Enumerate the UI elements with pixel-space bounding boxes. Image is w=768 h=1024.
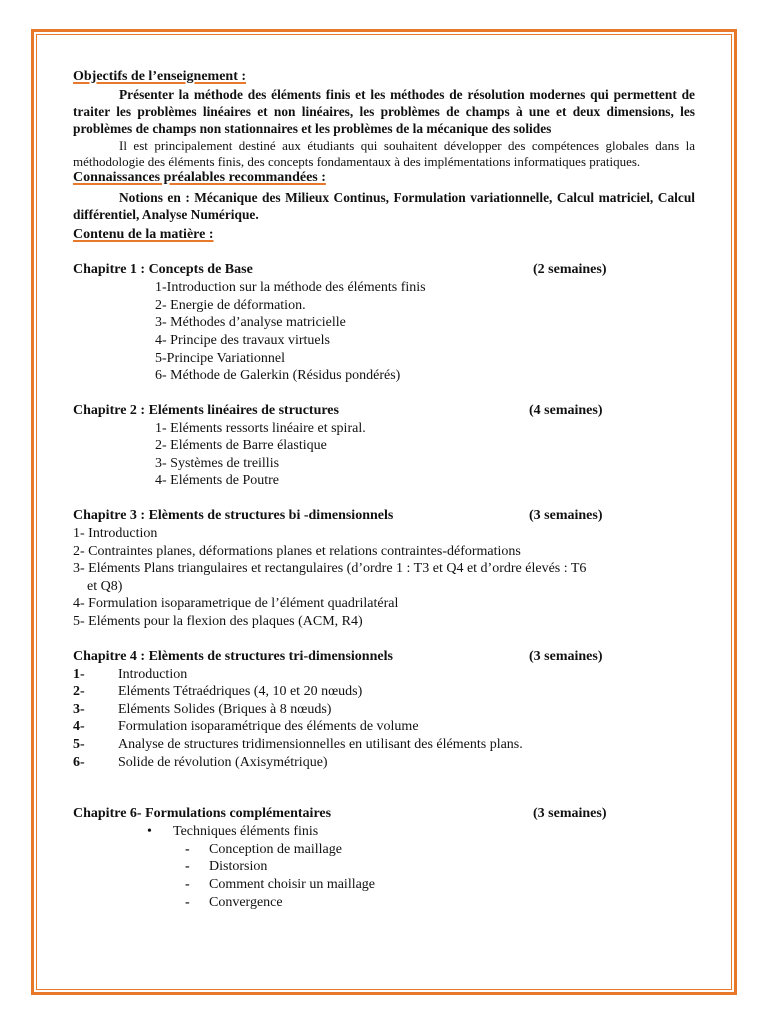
objectifs-heading: Objectifs de l’enseignement : xyxy=(73,69,247,84)
chapter-3-item: 4- Formulation isoparametrique de l’élément quadrilatéral xyxy=(73,596,399,612)
document-content xyxy=(73,68,695,911)
chapter-4-item-text: Formulation isoparamétrique des éléments de volume xyxy=(118,719,419,735)
chapter-4-title: Chapitre 4 : Elèments de structures tri-dimensionnels xyxy=(73,648,393,664)
chapter-1-title: Chapitre 1 : Concepts de Base xyxy=(73,262,253,278)
chapter-6-bullet-text: Techniques éléments finis xyxy=(173,824,319,840)
chapter-4-item xyxy=(73,666,695,684)
chapter-4 xyxy=(73,648,695,772)
chapter-2-title-row xyxy=(73,402,695,420)
chapter-2-item: 4- Eléments de Poutre xyxy=(155,473,280,489)
chapter-6-title: Chapitre 6- Formulations complémentaires xyxy=(73,806,332,822)
chapter-4-title-row xyxy=(73,648,695,666)
chapter-4-item xyxy=(73,701,695,719)
chapter-2-item: 2- Eléments de Barre élastique xyxy=(155,438,327,454)
chapter-3-title-row xyxy=(73,507,695,525)
chapter-4-item-number: 1- xyxy=(73,666,85,682)
chapter-3 xyxy=(73,507,695,631)
chapter-4-item-text: Solide de révolution (Axisymétrique) xyxy=(118,754,328,770)
chapter-2 xyxy=(73,402,695,490)
chapter-1-item: 4- Principe des travaux virtuels xyxy=(155,332,330,348)
chapter-4-item-number: 6- xyxy=(73,754,85,770)
chapter-6-subitem xyxy=(73,858,695,876)
chapter-4-item xyxy=(73,754,695,772)
chapter-1-duration: (2 semaines) xyxy=(533,262,607,278)
chapter-3-item: 2- Contraintes planes, déformations planes et relations contraintes-déformations xyxy=(73,543,521,559)
bullet-icon: • xyxy=(147,824,152,840)
chapter-1-item: 3- Méthodes d’analyse matricielle xyxy=(155,315,346,331)
objectifs-paragraph-2: Il est principalement destiné aux étudiants qui souhaitent développer des compétences globales dans la méthodologie des éléments finis, des concepts fondamentaux à des implémentations informatiques pratiques. xyxy=(73,137,695,169)
chapter-1-item: 1-Introduction sur la méthode des éléments finis xyxy=(155,280,426,296)
chapter-2-item: 3- Systèmes de treillis xyxy=(155,455,280,471)
chapter-3-item: 1- Introduction xyxy=(73,526,158,542)
chapter-2-item: 1- Eléments ressorts linéaire et spiral. xyxy=(155,420,366,436)
chapter-4-duration: (3 semaines) xyxy=(529,648,603,664)
chapter-6-subitem xyxy=(73,894,695,912)
chapter-3-duration: (3 semaines) xyxy=(529,508,603,524)
chapter-4-item-number: 4- xyxy=(73,719,85,735)
chapter-4-item-text: Introduction xyxy=(118,666,188,682)
contenu-heading: Contenu de la matière : xyxy=(73,226,214,242)
chapter-1 xyxy=(73,261,695,385)
chapter-3-title: Chapitre 3 : Elèments de structures bi -dimensionnels xyxy=(73,508,394,524)
chapter-4-item-number: 5- xyxy=(73,737,85,752)
chapter-4-item-text: Eléments Solides (Briques à 8 nœuds) xyxy=(118,701,332,717)
objectifs-paragraph-1: Présenter la méthode des éléments finis et les méthodes de résolution modernes qui permettent de traiter les problèmes linéaires et non linéaires, les problèmes de champs à une et deux dimensions, les problèmes de champs non stationnaires et les problèmes de la mécanique des solides xyxy=(73,86,695,137)
chapter-4-item-text: Analyse de structures tridimensionnelles en utilisant des éléments plans. xyxy=(118,737,523,752)
chapter-6 xyxy=(73,805,695,911)
chapter-6-subitem-text: Comment choisir un maillage xyxy=(209,876,376,892)
chapter-4-item xyxy=(73,683,695,701)
chapter-3-item: 3- Eléments Plans triangulaires et rectangulaires (d’ordre 1 : T3 et Q4 et d’ordre élevés : T6 xyxy=(73,561,587,577)
chapter-3-item: 5- Eléments pour la flexion des plaques (ACM, R4) xyxy=(73,614,363,630)
chapter-6-bullet-item xyxy=(73,823,695,841)
dash-icon: - xyxy=(185,894,190,910)
chapter-3-item-continuation: et Q8) xyxy=(87,578,123,594)
chapter-1-item: 6- Méthode de Galerkin (Résidus pondérés) xyxy=(155,368,401,384)
chapter-2-title: Chapitre 2 : Eléments linéaires de structures xyxy=(73,402,339,418)
chapter-6-subitem xyxy=(73,841,695,859)
chapter-1-item: 5-Principe Variationnel xyxy=(155,350,285,366)
chapter-4-item xyxy=(73,718,695,736)
chapter-4-item xyxy=(73,736,695,754)
chapter-4-item-number: 2- xyxy=(73,684,85,700)
chapter-4-item-number: 3- xyxy=(73,701,85,717)
dash-icon: - xyxy=(185,841,190,857)
chapter-6-subitem-text: Conception de maillage xyxy=(209,841,342,857)
chapter-6-subitem-text: Convergence xyxy=(209,894,283,910)
chapter-6-subitem xyxy=(73,876,695,894)
dash-icon: - xyxy=(185,876,190,892)
chapter-6-duration: (3 semaines) xyxy=(533,806,607,822)
chapter-2-duration: (4 semaines) xyxy=(529,402,603,418)
dash-icon: - xyxy=(185,859,190,875)
connaissances-heading: Connaissances préalables recommandées : xyxy=(73,170,326,186)
chapter-4-item-text: Eléments Tétraédriques (4, 10 et 20 nœuds) xyxy=(118,684,363,700)
chapter-1-title-row xyxy=(73,261,695,279)
chapter-1-item: 2- Energie de déformation. xyxy=(155,297,306,313)
connaissances-paragraph: Notions en : Mécanique des Milieux Continus, Formulation variationnelle, Calcul matriciel, Calcul différentiel, Analyse Numérique. xyxy=(73,189,695,223)
chapter-6-subitem-text: Distorsion xyxy=(209,859,268,875)
chapter-6-title-row xyxy=(73,805,695,823)
